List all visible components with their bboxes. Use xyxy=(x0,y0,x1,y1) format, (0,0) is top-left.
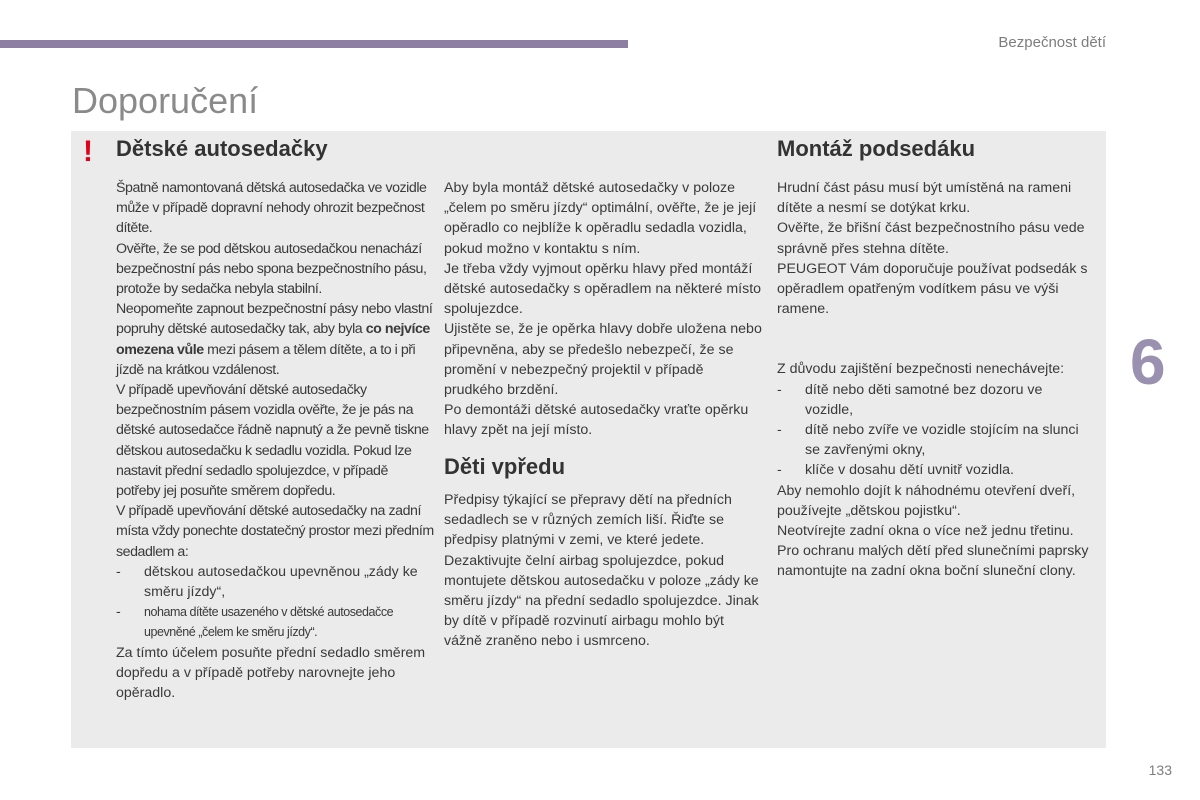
list-marker: - xyxy=(777,381,782,398)
paragraph xyxy=(116,299,434,380)
list-marker: - xyxy=(116,604,121,621)
column-booster-seat xyxy=(777,178,1092,582)
paragraph: Z důvodu zajištění bezpečnosti nenechávejte: xyxy=(777,361,1065,378)
emphasis-text: co nejvíce omezena vůle xyxy=(116,321,430,358)
paragraph: V případě upevňování dětské autosedačky bezpečnostním pásem vozidla ověřte, že je pás na dětské autosedačce řádně napnutý a že pevně tiskne dětskou autosedačku k sedadlu vozidla. Pokud lze nastavit přední sedadlo spolujezdce, v případě potřeby jej posuňte směrem dopředu. xyxy=(116,382,429,500)
list-item xyxy=(116,562,434,602)
paragraph: Předpisy týkající se přepravy dětí na předních sedadlech se v různých zemích liší. Řiďte se předpisy platnými v zemi, ve které jedete. xyxy=(444,492,732,549)
paragraph: Dezaktivujte čelní airbag spolujezdce, pokud montujete dětskou autosedačku v poloze „zády ke směru jízdy“ na přední sedadlo spolujezdce. Jinak by dítě v případě rozvinutí airbagu mohlo být vážně zraněno nebo i usmrceno. xyxy=(444,552,759,650)
list-marker: - xyxy=(777,422,782,439)
list-item-text: dítě nebo zvíře ve vozidle stojícím na slunci se zavřenými okny, xyxy=(805,422,1079,459)
list-item xyxy=(116,602,434,642)
paragraph: Je třeba vždy vyjmout opěrku hlavy před montáží dětské autosedačky s opěradlem na některé místo spolujezdce. xyxy=(444,260,762,318)
column-child-seats xyxy=(116,178,434,703)
paragraph-text: mezi pásem a tělem dítěte, a to i při jízdě na krátkou vzdálenost. xyxy=(116,341,416,378)
paragraph: Pro ochranu malých dětí před slunečními paprsky namontujte na zadní okna boční sluneční clony. xyxy=(777,543,1089,580)
paragraph: Ověřte, že břišní část bezpečnostního pásu vede správně přes stehna dítěte. xyxy=(777,220,1085,257)
warning-icon: ! xyxy=(83,135,93,168)
paragraph: Neotvírejte zadní okna o více než jednu třetinu. xyxy=(777,523,1074,540)
list-item-text: dětskou autosedačkou upevněnou „zády ke směru jízdy“, xyxy=(144,563,418,601)
heading-children-front: Děti vpředu xyxy=(444,454,566,479)
list-item xyxy=(777,380,1092,420)
paragraph: Po demontáži dětské autosedačky vraťte opěrku hlavy zpět na její místo. xyxy=(444,402,749,439)
page-number: 133 xyxy=(1148,762,1172,778)
paragraph: Aby nemohlo dojít k náhodnému otevření dveří, používejte „dětskou pojistku“. xyxy=(777,482,1076,519)
paragraph: Ujistěte se, že je opěrka hlavy dobře uložena nebo připevněna, aby se předešlo nebezpečí, že se promění v nebezpečný projektil v případě prudkého brzdění. xyxy=(444,321,762,399)
list-marker: - xyxy=(116,563,121,580)
paragraph: Aby byla montáž dětské autosedačky v poloze „čelem po směru jízdy“ optimální, ověřte, že je její opěradlo co nejblíže k opěradlu sedadla vozidla, pokud možno v kontaktu s ním. xyxy=(444,180,757,257)
list-marker: - xyxy=(777,462,782,479)
section-label: Bezpečnost dětí xyxy=(998,34,1106,51)
header-accent-bar xyxy=(0,40,628,48)
list-item-text: klíče v dosahu dětí uvnitř vozidla. xyxy=(805,462,1014,479)
paragraph: Hrudní část pásu musí být umístěná na rameni dítěte a nesmí se dotýkat krku. xyxy=(777,180,1072,217)
paragraph: Špatně namontovaná dětská autosedačka ve vozidle může v případě dopravní nehody ohrozit bezpečnost dítěte. xyxy=(116,180,427,237)
paragraph: V případě upevňování dětské autosedačky na zadní místa vždy ponechte dostatečný prostor mezi předním sedadlem a: xyxy=(116,503,434,560)
column-middle xyxy=(444,178,762,441)
heading-child-seats: Dětské autosedačky xyxy=(116,136,328,161)
list-item xyxy=(777,420,1092,460)
paragraph: Za tímto účelem posuňte přední sedadlo směrem dopředu a v případě potřeby narovnejte jeho opěradlo. xyxy=(116,644,426,702)
paragraph-text: Neopomeňte zapnout bezpečnostní pásy nebo vlastní popruhy dětské autosedačky tak, aby byla xyxy=(116,301,433,338)
list-item xyxy=(777,460,1092,480)
heading-booster-seat: Montáž podsedáku xyxy=(777,136,976,161)
list-item-text: nohama dítěte usazeného v dětské autosedačce upevněné „čelem ke směru jízdy“. xyxy=(144,605,394,640)
paragraph: Ověřte, že se pod dětskou autosedačkou nenachází bezpečnostní pás nebo spona bezpečnostního pásu, protože by sedačka nebyla stabilní. xyxy=(116,240,427,298)
paragraph: PEUGEOT Vám doporučuje používat podsedák s opěradlem opatřeným vodítkem pásu ve výši ramene. xyxy=(777,260,1088,318)
column-children-front xyxy=(444,490,762,652)
list-item-text: dítě nebo děti samotné bez dozoru ve vozidle, xyxy=(805,381,1043,418)
chapter-number: 6 xyxy=(1130,326,1166,398)
page-title: Doporučení xyxy=(72,80,259,121)
